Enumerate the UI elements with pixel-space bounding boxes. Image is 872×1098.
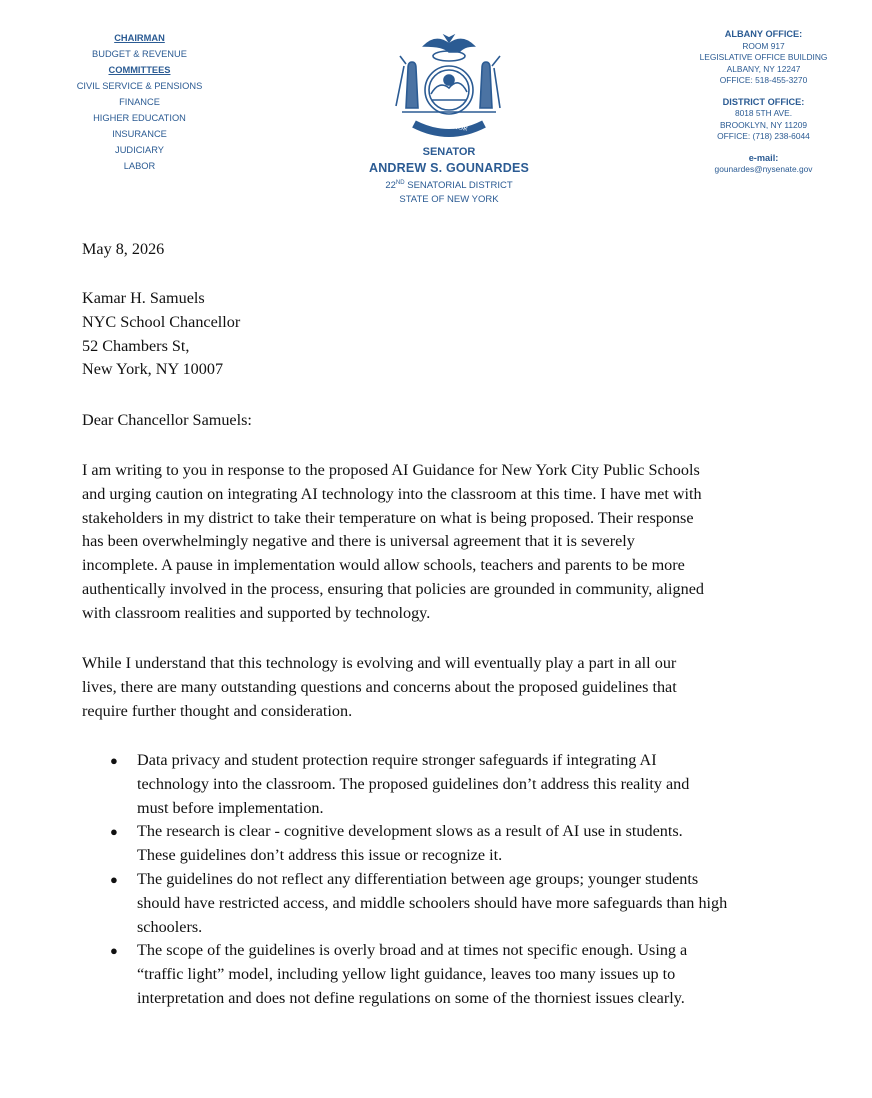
bullet-icon: ● — [110, 824, 118, 840]
seal-motto: EXCELSIOR — [430, 119, 468, 133]
committee-item: HIGHER EDUCATION — [93, 113, 186, 123]
email-heading: e-mail: — [748, 152, 779, 163]
bullet-icon: ● — [110, 753, 118, 768]
senator-title: SENATOR — [422, 146, 476, 158]
albany-office-heading: ALBANY OFFICE: — [724, 29, 803, 39]
recipient-line: 52 Chambers St, — [82, 336, 190, 355]
recipient-line: New York, NY 10007 — [82, 360, 224, 379]
list-item: ● Data privacy and student protection require stronger safeguards if integrating AI technology into the classroom. The proposed guidelines don’t address this reality and must before implementation. — [110, 751, 690, 817]
senator-name: ANDREW S. GOUNARDES — [368, 161, 530, 175]
senate-district: 22ND SENATORIAL DISTRICT — [385, 180, 513, 192]
committee-item: FINANCE — [119, 97, 160, 107]
albany-office-line: LEGISLATIVE OFFICE BUILDING — [699, 52, 828, 62]
letter-date: May 8, 2026 — [82, 240, 165, 258]
district-office-line: BROOKLYN, NY 11209 — [719, 119, 808, 130]
albany-office-line: OFFICE: 518-455-3270 — [719, 75, 808, 85]
bullet-icon: ● — [110, 943, 118, 959]
salutation: Dear Chancellor Samuels: — [82, 411, 252, 429]
committee-item: JUDICIARY — [115, 145, 164, 155]
albany-office-line: ALBANY, NY 12247 — [726, 63, 801, 74]
bullet-icon: ● — [110, 871, 118, 887]
district-office-line: 8018 5TH AVE. — [734, 108, 793, 118]
chairman-heading: CHAIRMAN — [114, 33, 165, 43]
chairman-item: BUDGET & REVENUE — [92, 49, 187, 59]
recipient-address — [82, 287, 802, 382]
paragraph-1: I am writing to you in response to the proposed AI Guidance for New York City Public Schools and urging caution on integrating AI technology into the classroom at this time. I have met with stakeholders in my district to take their temperature on what is being proposed. Their response has been overwhelmingly negative and there is universal agreement that it is severely incomplete. A pause in implementation would allow schools, teachers and parents to be more authentically involved in the process, ensuring that policies are grounded in community, aligned with classroom realities and supported by technology. — [82, 461, 705, 622]
senator-block — [330, 144, 568, 207]
list-item: ● The scope of the guidelines is overly broad and at times not specific enough. Using a “traffic light” model, including yellow light guidance, leaves too many issues up to interpretation and does not define regulations on some of the thorniest issues clearly. — [110, 941, 688, 1007]
committee-item: CIVIL SERVICE & PENSIONS — [76, 81, 203, 91]
concerns-list — [82, 749, 782, 1011]
district-office-line: OFFICE: (718) 238-6044 — [717, 131, 810, 141]
new-york-state-seal-icon — [384, 28, 514, 148]
committee-item: INSURANCE — [112, 129, 167, 139]
committees-heading: COMMITTEES — [108, 65, 171, 75]
state-name: STATE OF NEW YORK — [399, 194, 499, 206]
email-address[interactable]: gounardes@nysenate.gov — [714, 164, 813, 174]
albany-office-line: ROOM 917 — [742, 40, 785, 51]
recipient-line: Kamar H. Samuels — [82, 289, 205, 307]
committee-list — [62, 30, 217, 174]
paragraph-2: While I understand that this technology is evolving and will eventually play a part in all our lives, there are many outstanding questions and concerns about the proposed guidelines that require further thought and consideration. — [82, 654, 677, 720]
district-office-heading: DISTRICT OFFICE: — [722, 96, 805, 107]
office-contacts — [682, 29, 845, 176]
committee-item: LABOR — [123, 161, 156, 171]
recipient-line: NYC School Chancellor — [82, 312, 241, 331]
list-item: ● The research is clear - cognitive development slows as a result of AI use in students. These guidelines don’t address this issue or recognize it. — [110, 822, 683, 865]
list-item: ● The guidelines do not reflect any differentiation between age groups; younger students should have restricted access, and middle schoolers should have more safeguards than high schoolers. — [110, 869, 728, 936]
